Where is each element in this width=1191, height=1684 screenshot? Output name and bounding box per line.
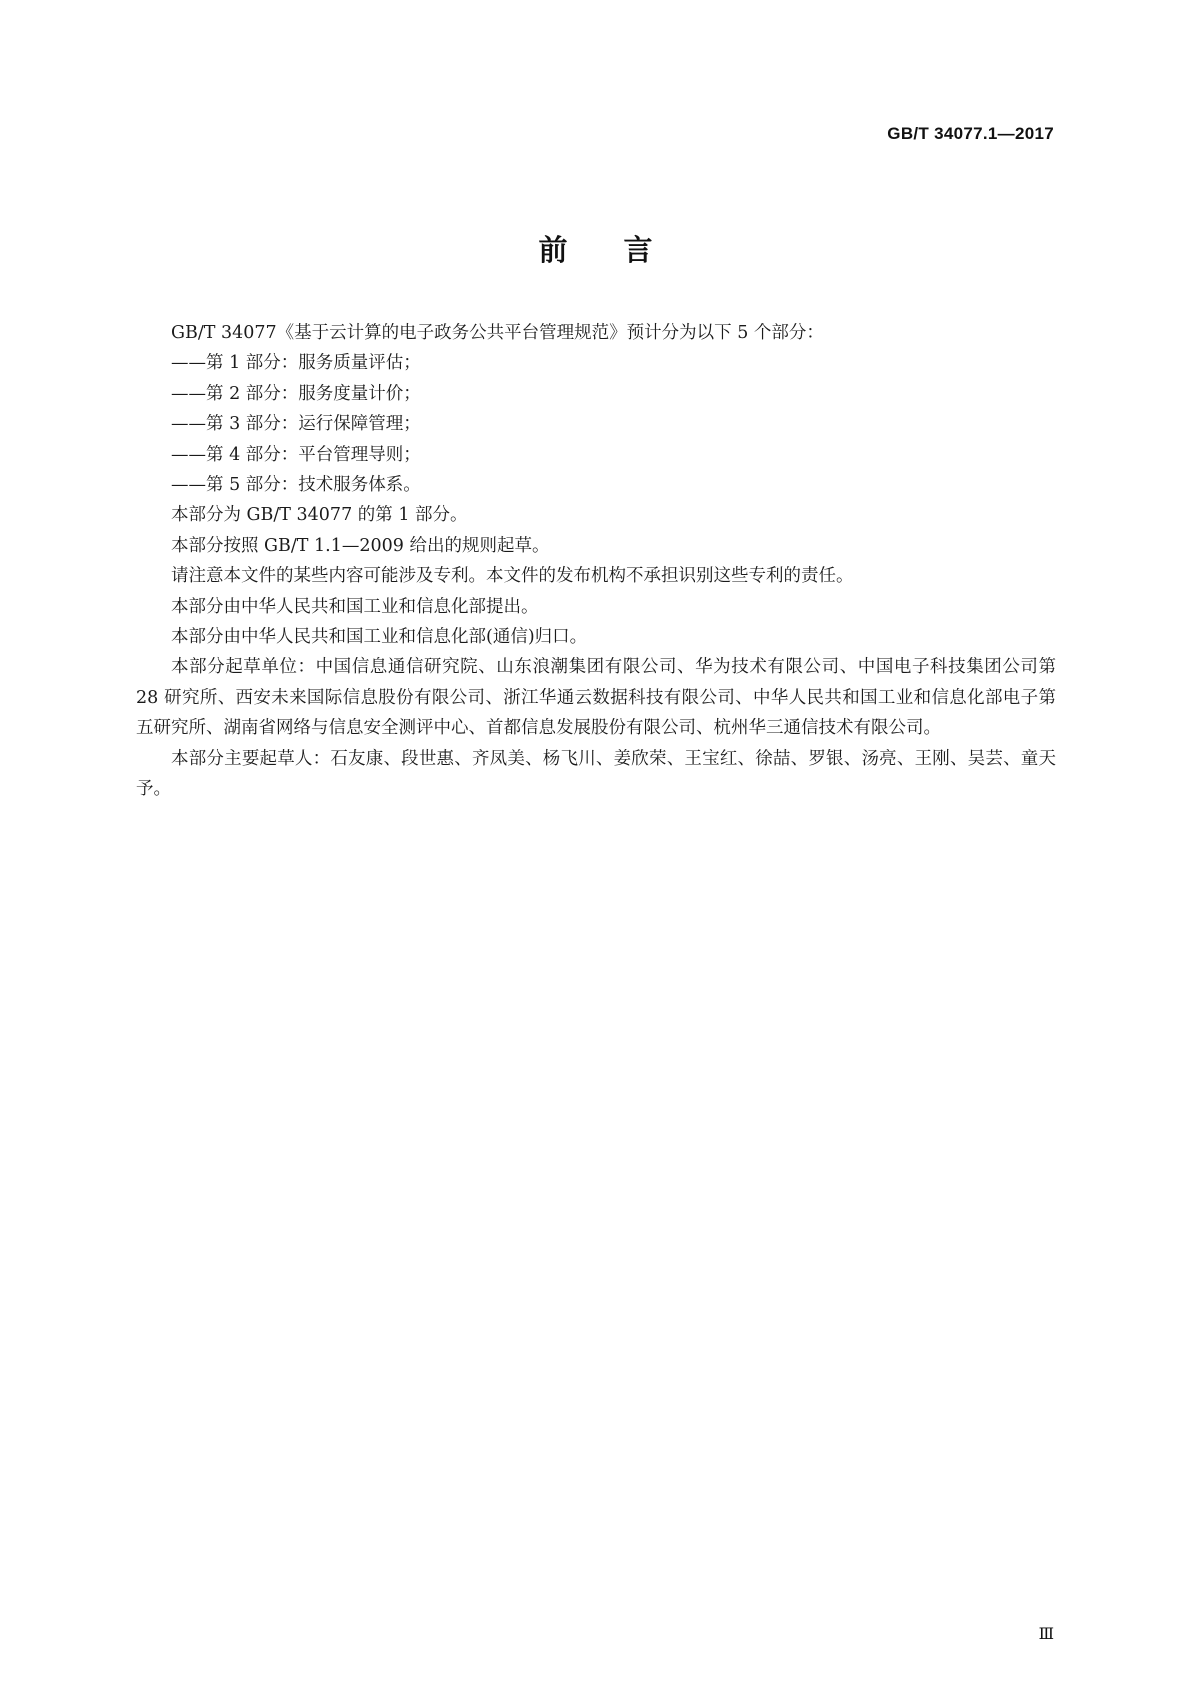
- part-list-item: ——第 2 部分：服务度量计价；: [171, 383, 421, 404]
- part-list-item: ——第 5 部分：技术服务体系。: [171, 475, 421, 496]
- title-char-1: 前: [538, 233, 568, 267]
- centralized-statement: 本部分由中华人民共和国工业和信息化部(通信)归口。: [171, 627, 588, 648]
- standard-code: GB/T 34077.1—2017: [887, 124, 1054, 143]
- page-number: Ⅲ: [1038, 1626, 1054, 1643]
- drafting-units-paragraph: 本部分起草单位：中国信息通信研究院、山东浪潮集团有限公司、华为技术有限公司、中国电子科技集团公司第 28 研究所、西安未来国际信息股份有限公司、浙江华通云数据科技有限公司、中华人民共和国工业和信息化部电子第五研究所、湖南省网络与信息安全测评中心、首都信息发展股份有限公司、杭州华三通信技术有限公司。: [136, 657, 1056, 739]
- drafting-rules-statement: 本部分按照 GB/T 1.1—2009 给出的规则起草。: [171, 535, 550, 556]
- intro-paragraph: GB/T 34077《基于云计算的电子政务公共平台管理规范》预计分为以下 5 个部分：: [171, 323, 824, 343]
- part-list-item: ——第 3 部分：运行保障管理；: [171, 414, 421, 435]
- patent-notice: 请注意本文件的某些内容可能涉及专利。本文件的发布机构不承担识别这些专利的责任。: [171, 566, 854, 587]
- page-title: [0, 228, 1191, 269]
- title-char-2: 言: [623, 233, 653, 267]
- foreword-body: [136, 318, 1056, 805]
- part-list-item: ——第 4 部分：平台管理导则；: [171, 444, 421, 465]
- part-list-item: ——第 1 部分：服务质量评估；: [171, 353, 421, 374]
- drafters-paragraph: 本部分主要起草人：石友康、段世惠、齐凤美、杨飞川、姜欣荣、王宝红、徐喆、罗银、汤亮、王刚、吴芸、童天予。: [136, 748, 1056, 800]
- proposer-statement: 本部分由中华人民共和国工业和信息化部提出。: [171, 596, 539, 617]
- part-statement: 本部分为 GB/T 34077 的第 1 部分。: [171, 505, 468, 526]
